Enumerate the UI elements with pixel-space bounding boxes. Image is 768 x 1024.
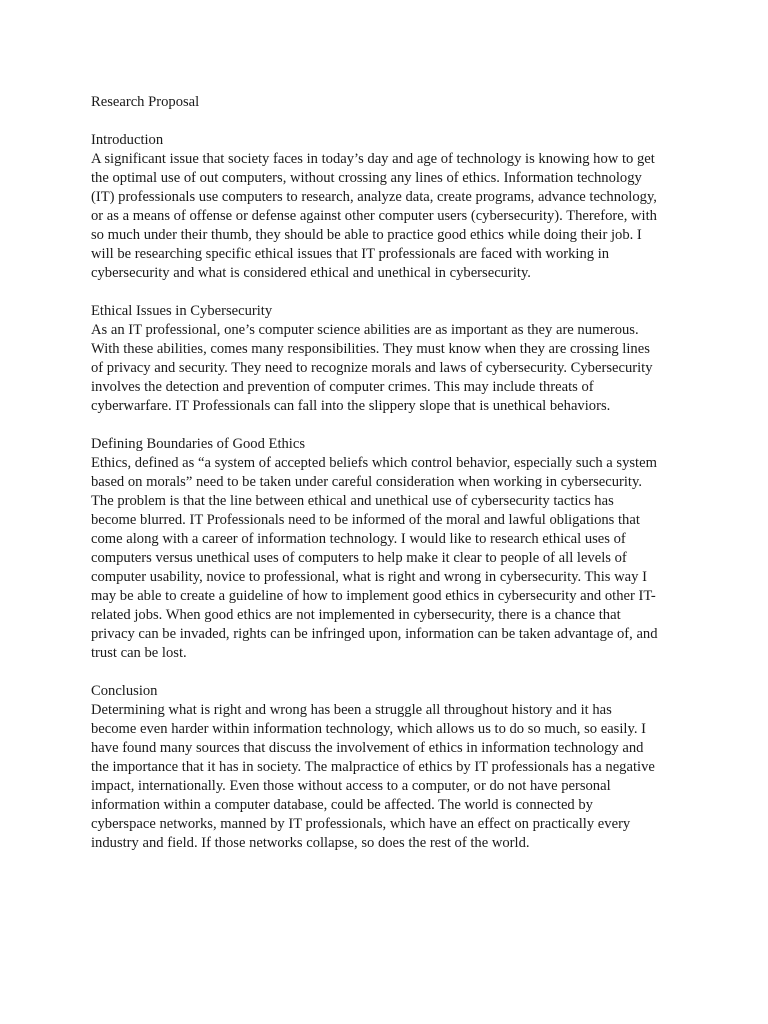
paragraph-line: or as a means of offense or defense against other computer users (cybersecurity). Therefore, with <box>91 208 657 224</box>
paragraph-line: may be able to create a guideline of how to implement good ethics in cybersecurity and other IT- <box>91 588 656 604</box>
paragraph-line: industry and field. If those networks collapse, so does the rest of the world. <box>91 835 530 851</box>
paragraph-line: the optimal use of out computers, without crossing any lines of ethics. Information technology <box>91 170 642 186</box>
paragraph-line: the importance that it has in society. The malpractice of ethics by IT professionals has a negative <box>91 759 655 775</box>
section-heading: Conclusion <box>91 683 158 699</box>
section <box>91 131 681 283</box>
section-heading: Defining Boundaries of Good Ethics <box>91 436 306 452</box>
paragraph-line: will be researching specific ethical issues that IT professionals are faced with working in <box>91 246 610 262</box>
paragraph-line: so much under their thumb, they should be able to practice good ethics while doing their job. I <box>91 227 642 243</box>
section <box>91 435 681 663</box>
section-heading: Ethical Issues in Cybersecurity <box>91 303 273 319</box>
paragraph-line: cyberwarfare. IT Professionals can fall into the slippery slope that is unethical behaviors. <box>91 398 611 414</box>
paragraph-line: With these abilities, comes many responsibilities. They must know when they are crossing lines <box>91 341 650 357</box>
paragraph-line: computers versus unethical uses of computers to help make it clear to people of all levels of <box>91 550 627 566</box>
paragraph-line: privacy can be invaded, rights can be infringed upon, information can be taken advantage of, and <box>91 626 658 642</box>
paragraph-line: computer usability, novice to professional, what is right and wrong in cybersecurity. This way I <box>91 569 647 585</box>
paragraph-line: As an IT professional, one’s computer science abilities are as important as they are numerous. <box>91 322 639 338</box>
paragraph-line: (IT) professionals use computers to research, analyze data, create programs, advance technology, <box>91 189 657 205</box>
document-body <box>91 131 681 853</box>
section <box>91 682 681 853</box>
paragraph-line: Ethics, defined as “a system of accepted beliefs which control behavior, especially such a system <box>91 455 657 471</box>
paragraph-line: cyberspace networks, manned by IT professionals, which have an effect on practically every <box>91 816 631 832</box>
document-page <box>91 93 681 872</box>
paragraph-line: impact, internationally. Even those without access to a computer, or do not have personal <box>91 778 611 794</box>
paragraph-line: Determining what is right and wrong has been a struggle all throughout history and it has <box>91 702 612 718</box>
section-heading: Introduction <box>91 132 164 148</box>
paragraph-line: trust can be lost. <box>91 645 187 661</box>
paragraph-line: based on morals” need to be taken under careful consideration when working in cybersecurity. <box>91 474 642 490</box>
paragraph-line: become blurred. IT Professionals need to be informed of the moral and lawful obligations that <box>91 512 640 528</box>
paragraph-line: have found many sources that discuss the involvement of ethics in information technology and <box>91 740 644 756</box>
document-title: Research Proposal <box>91 94 200 110</box>
paragraph-line: The problem is that the line between ethical and unethical use of cybersecurity tactics has <box>91 493 614 509</box>
paragraph-line: come along with a career of information technology. I would like to research ethical uses of <box>91 531 626 547</box>
section <box>91 302 681 416</box>
paragraph-line: involves the detection and prevention of computer crimes. This may include threats of <box>91 379 594 395</box>
paragraph-line: of privacy and security. They need to recognize morals and laws of cybersecurity. Cybersecurity <box>91 360 653 376</box>
paragraph-line: information within a computer database, could be affected. The world is connected by <box>91 797 593 813</box>
paragraph-line: A significant issue that society faces in today’s day and age of technology is knowing how to get <box>91 151 655 167</box>
paragraph-line: related jobs. When good ethics are not implemented in cybersecurity, there is a chance that <box>91 607 621 623</box>
paragraph-line: become even harder within information technology, which allows us to do so much, so easily. I <box>91 721 646 737</box>
paragraph-line: cybersecurity and what is considered ethical and unethical in cybersecurity. <box>91 265 531 281</box>
